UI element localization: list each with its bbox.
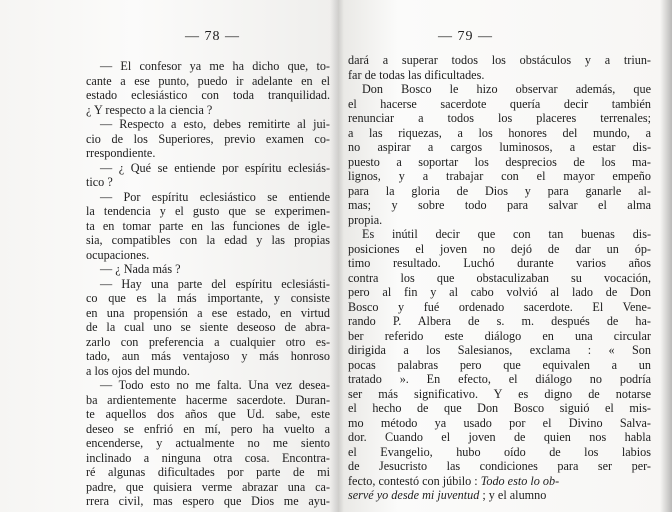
text-line: lignos, y a trabajar con el mayor empeño <box>348 169 651 183</box>
text-line: tado, aun más ventajoso y más honroso <box>86 349 330 363</box>
text-line: far de todas las dificultades. <box>348 67 485 82</box>
right-page <box>338 0 672 512</box>
text-line: rrera civil, mas espero que Dios me ayu- <box>86 494 330 508</box>
text-line: dará a superar todos los obstáculos y a triun- <box>348 53 651 67</box>
text-line: posiciones el joven no dejó de dar un óp- <box>348 241 651 256</box>
text-line: inclinado a ninguna otra cosa. Encontra- <box>86 450 330 465</box>
text-line: deseo se enfrió en mí, pero ha vuelto a <box>86 421 330 436</box>
text-line: propia. <box>348 212 383 227</box>
text-line: — Por espíritu eclesiástico se entiende <box>100 189 330 204</box>
text-line-tail: ; y el alumno <box>479 488 547 502</box>
text-line: rrespondiente. <box>86 146 156 160</box>
text-line: para la gloria de Dios y para ganarle al- <box>348 183 651 198</box>
text-line: mo método ya usado por el Divino Salva- <box>348 415 651 430</box>
right-page-text <box>348 53 651 503</box>
text-line: pero al fin y al cabo volvió al lado de Don <box>348 285 651 299</box>
text-line: el Evangelio, hubo oído de los labios <box>348 444 651 459</box>
text-line: cio de los Superiores, previo examen co- <box>86 131 330 146</box>
text-line: tico ? <box>86 175 113 189</box>
text-line: a los ojos del mundo. <box>86 363 190 378</box>
text-line: mas; y sobre todo para salvar el alma <box>348 198 651 212</box>
text-line: ber referido este diálogo en una circular <box>348 328 651 343</box>
text-line: ¿ Y respecto a la ciencia ? <box>86 102 213 117</box>
text-line: ser más significativo. Y es digno de notarse <box>348 386 651 401</box>
text-line: — Respecto a esto, debes remitirte al jui- <box>100 117 330 131</box>
text-line: estado eclesiástico con toda tranquilidad. <box>86 88 330 102</box>
text-line: encenderse, y actualmente no me siento <box>86 436 330 450</box>
text-line: ta en tomar parte en las funciones de igle- <box>86 218 330 233</box>
text-line-italic: Todo esto lo ob- <box>480 473 560 488</box>
text-line: a las riquezas, a los honores del mundo, a <box>348 125 651 140</box>
text-line: — ¿ Qué se entiende por espíritu eclesiás- <box>100 160 330 175</box>
text-line: ba ardientemente hacerme sacerdote. Duran- <box>86 392 330 407</box>
text-line: tratado ». En efecto, el diálogo no podría <box>348 372 651 386</box>
text-line: sia, compatibles con la edad y las propias <box>86 233 330 247</box>
text-line <box>348 474 651 489</box>
text-line: co que es la más importante, y consiste <box>86 291 330 305</box>
text-line: puesto a soportar los desprecios de los ma- <box>348 154 651 169</box>
text-line: — ¿ Nada más ? <box>100 262 181 276</box>
text-line: renunciar a todos los placeres terrenales; <box>348 111 651 125</box>
page-number-right: — 79 — <box>438 29 493 44</box>
text-line: dirigida a los Salesianos, exclama : « Son <box>348 343 651 357</box>
text-line: en una propensión a ese estado, en virtud <box>86 305 330 320</box>
text-line: de la cual uno se siente deseoso de abra- <box>86 320 330 334</box>
text-line: — Hay una parte del espíritu eclesiásti- <box>100 276 330 291</box>
text-line: la tendencia y el gusto que se experimen- <box>86 204 330 218</box>
text-line: rando P. Albera de s. m. después de ha- <box>348 314 651 328</box>
text-line: zarlo con preferencia a cualquier otro es- <box>86 334 330 349</box>
book-gutter <box>330 0 344 512</box>
text-line: el hacerse sacerdote quería decir también <box>348 96 651 111</box>
text-line: contra los que obstaculizaban su vocación, <box>348 270 651 285</box>
text-line: no aspirar a cargos luminosos, a estar dis- <box>348 140 651 154</box>
text-line: ré algunas dificultades por parte de mi <box>86 465 330 479</box>
text-line: timo resultado. Luchó durante varios años <box>348 256 651 270</box>
text-line: padre, que quisiera verme abrazar una ca- <box>86 479 330 494</box>
text-line <box>348 488 651 503</box>
text-line: ocupaciones. <box>86 247 150 262</box>
text-line: pocas palabras pero que equivalen a un <box>348 357 651 372</box>
text-line: de Jesucristo las condiciones para ser per- <box>348 459 651 473</box>
text-line: te aquellos dos años que Ud. sabe, este <box>86 407 330 421</box>
left-page-text <box>86 59 330 509</box>
page-edge-shadow <box>660 0 672 512</box>
text-line: Es inútil decir que con tan buenas dis- <box>362 227 651 241</box>
text-line: Bosco y fué ordenado sacerdote. El Vene- <box>348 299 651 314</box>
text-line-italic: servé yo desde mi juventud <box>348 488 480 502</box>
text-line: cante a ese punto, puedo ir adelante en el <box>86 73 330 88</box>
text-line: — Todo esto no me falta. Una vez desea- <box>100 378 330 392</box>
text-line-roman: fecto, contestó con júbilo : <box>348 473 481 488</box>
page-number-left: — 78 — <box>185 29 240 44</box>
text-line: el hecho de que Don Bosco siguió el mis- <box>348 401 651 415</box>
text-line: Don Bosco le hizo observar además, que <box>362 82 651 96</box>
text-line: — El confesor ya me ha dicho que, to- <box>100 59 330 73</box>
text-line: dor. Cuando el joven de quien nos habla <box>348 430 651 444</box>
